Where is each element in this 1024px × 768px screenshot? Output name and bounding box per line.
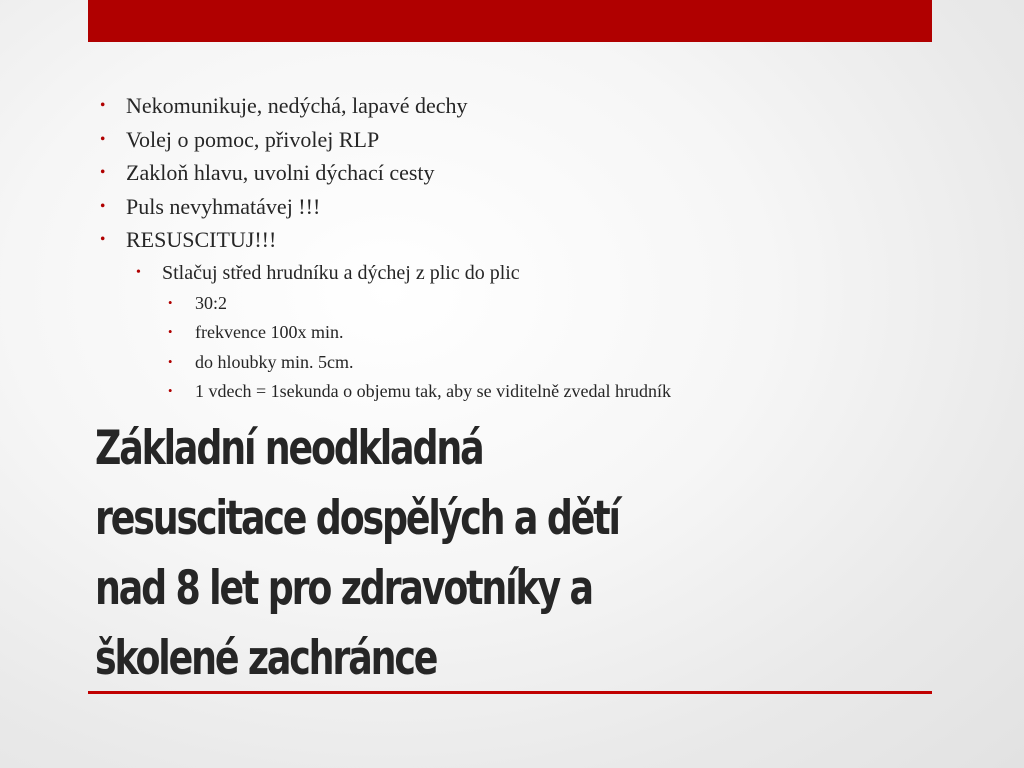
bullet-list [100,89,920,407]
bullet-item [100,89,920,123]
bullet-text: 1 vdech = 1sekunda o objemu tak, aby se viditelně zvedal hrudník [195,381,672,401]
slide-title-line: školené zachránce [95,631,437,686]
bullet-icon: • [136,264,141,280]
bullet-text: Nekomunikuje, nedýchá, lapavé dechy [126,93,468,118]
sub-sub-bullet-item [100,348,920,378]
bullet-icon: • [168,384,173,398]
sub-sub-bullet-item [100,318,920,348]
sub-sub-bullet-item [100,289,920,319]
bullet-icon: • [100,197,106,215]
slide-title [95,414,809,694]
bullet-list-area [100,89,920,407]
bullet-icon: • [100,231,106,248]
bullet-icon: • [100,164,106,181]
bullet-icon: • [100,97,106,114]
bullet-icon: • [168,354,173,369]
bullet-text: Stlačuj střed hrudníku a dýchej z plic do plic [162,261,520,284]
bullet-text: frekvence 100x min. [195,322,344,342]
slide-title-line: resuscitace dospělých a dětí [95,491,619,546]
bullet-item [100,123,920,157]
top-accent-bar [88,0,932,42]
bullet-icon: • [168,325,173,339]
bullet-text: do hloubky min. 5cm. [195,351,354,372]
bottom-accent-rule [88,691,932,694]
bullet-text: Volej o pomoc, přivolej RLP [126,126,380,152]
sub-sub-bullet-item [100,377,920,407]
bullet-text: Puls nevyhmatávej !!! [126,193,321,219]
bullet-text: Zakloň hlavu, uvolni dýchací cesty [126,160,435,185]
bullet-item [100,156,920,190]
bullet-icon: • [100,130,106,148]
bullet-item [100,223,920,257]
bullet-text: 30:2 [195,292,228,313]
bullet-item [100,190,920,224]
sub-bullet-item [100,257,920,289]
slide-title-line: nad 8 let pro zdravotníky a [95,561,592,616]
bullet-icon: • [168,295,173,310]
slide-title-line: Základní neodkladná [95,421,483,476]
bullet-text: RESUSCITUJ!!! [126,227,277,252]
